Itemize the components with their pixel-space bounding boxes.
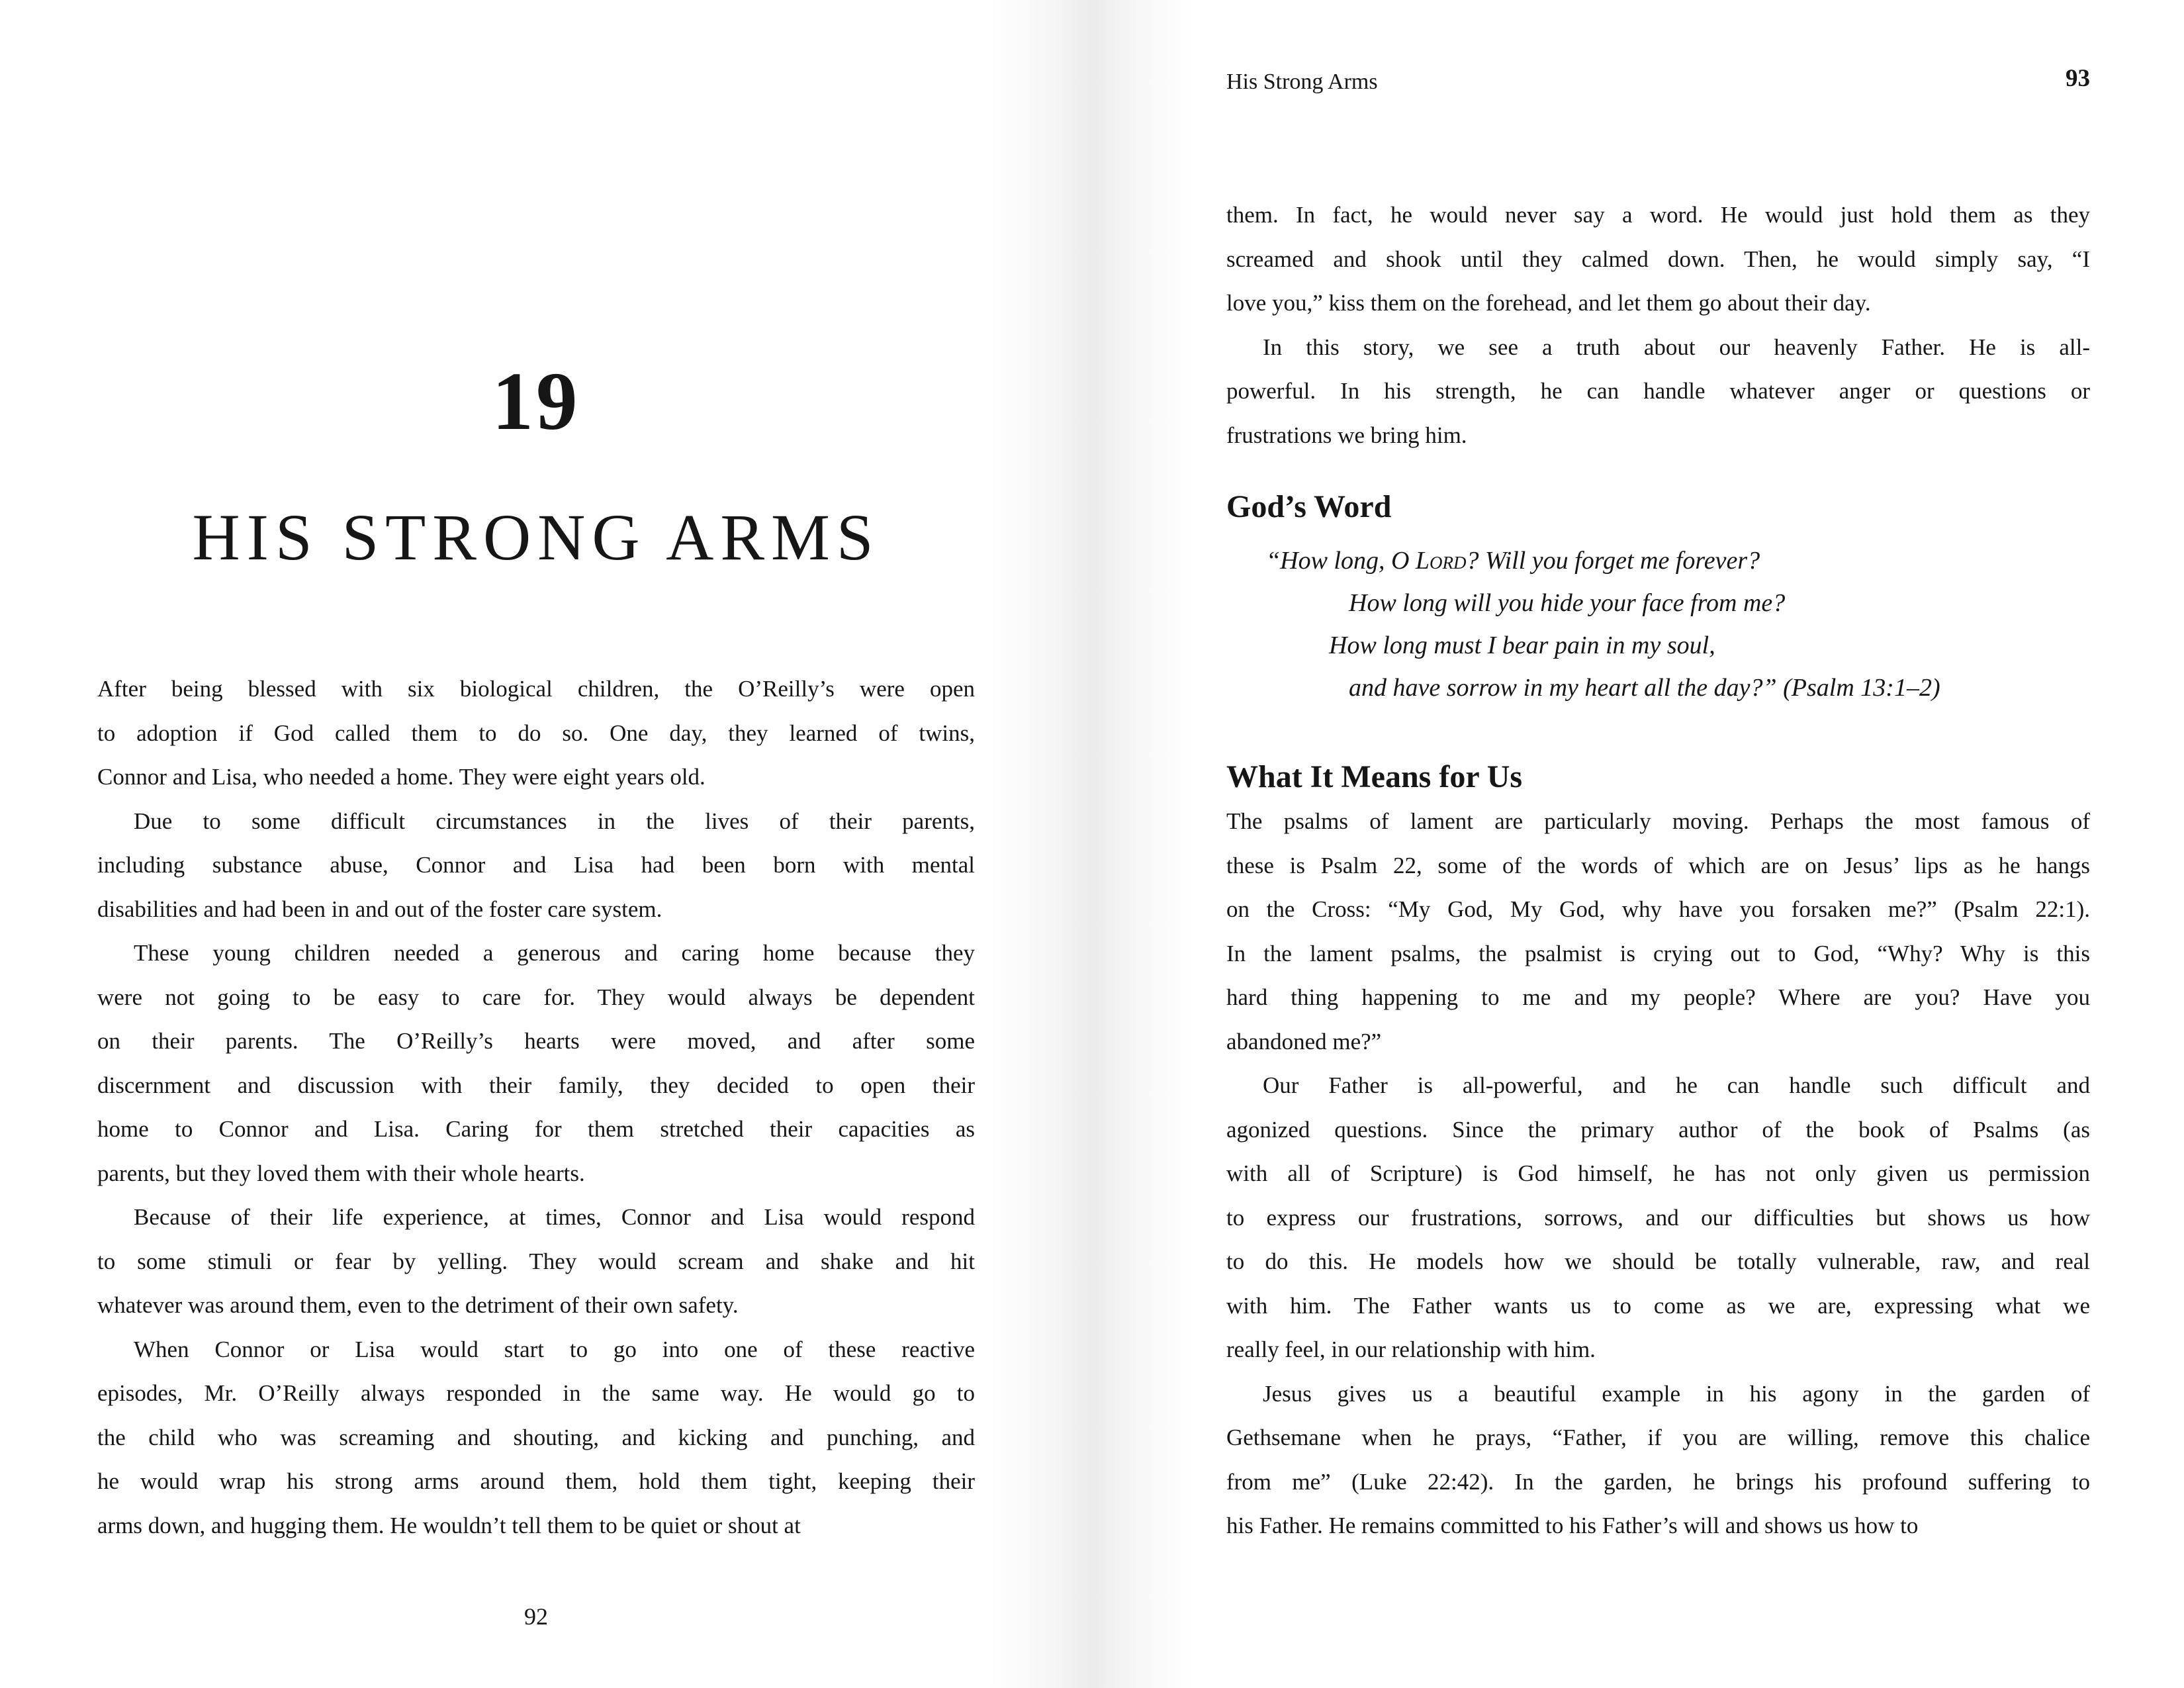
text-line: Due to some difficult circumstances in the lives of their parents, <box>134 808 975 834</box>
text-line: were not going to be easy to care for. They would always be dependent <box>97 984 975 1010</box>
text-line: Connor and Lisa, who needed a home. They were eight years old. <box>97 764 705 790</box>
text-line: he would wrap his strong arms around them, hold them tight, keeping their <box>97 1468 975 1494</box>
quote-line: How long will you hide your face from me? <box>1349 589 1786 617</box>
text-line: from me” (Luke 22:42). In the garden, he brings his profound suffering to <box>1226 1468 2090 1495</box>
text-line: arms down, and hugging them. He wouldn’t tell them to be quiet or shout at <box>97 1512 801 1538</box>
scripture-quote <box>1226 539 2090 709</box>
text-line: them. In fact, he would never say a word. He would just hold them as they <box>1226 202 2090 228</box>
chapter-title: HIS STRONG ARMS <box>192 500 880 574</box>
text-line: the child who was screaming and shouting, and kicking and punching, and <box>97 1424 975 1450</box>
text-line: Gethsemane when he prays, “Father, if you are willing, remove this chalice <box>1226 1425 2090 1450</box>
text-line: After being blessed with six biological children, the O’Reilly’s were open <box>97 676 975 702</box>
text-line: agonized questions. Since the primary author of the book of Psalms (as <box>1226 1116 2090 1143</box>
text-line: love you,” kiss them on the forehead, and let them go about their day. <box>1226 290 1871 316</box>
paragraph <box>1226 1372 2090 1548</box>
text-line: to adoption if God called them to do so. One day, they learned of twins, <box>97 720 975 746</box>
quote-line1-post: ? Will you forget me forever? <box>1466 547 1760 575</box>
text-line: to some stimuli or fear by yelling. They would scream and shake and hit <box>97 1248 975 1274</box>
text-line: home to Connor and Lisa. Caring for them stretched their capacities as <box>97 1116 975 1142</box>
page-gutter-shadow <box>989 0 1195 1688</box>
text-line: In the lament psalms, the psalmist is crying out to God, “Why? Why is this <box>1226 940 2090 966</box>
quote-line: How long must I bear pain in my soul, <box>1329 632 1715 659</box>
paragraph <box>97 931 975 1196</box>
text-line: on the Cross: “My God, My God, why have you forsaken me?” (Psalm 22:1). <box>1226 896 2090 922</box>
running-header: His Strong Arms <box>1226 70 1378 94</box>
text-line: whatever was around them, even to the detriment of their own safety. <box>97 1292 739 1318</box>
paragraph <box>97 1196 975 1328</box>
quote-line1-pre: “How long, O <box>1266 547 1416 575</box>
quote-line: and have sorrow in my heart all the day?” (Psalm 13:1–2) <box>1349 674 1940 702</box>
text-line: discernment and discussion with their family, they decided to open their <box>97 1072 975 1098</box>
section-heading-what-it-means: What It Means for Us <box>1226 759 1523 794</box>
page-number-left: 92 <box>524 1603 548 1630</box>
right-page-body-text-main <box>1226 800 2090 1548</box>
section-heading-gods-word: God’s Word <box>1226 489 1392 524</box>
text-line: parents, but they loved them with their whole hearts. <box>97 1160 585 1186</box>
text-line: When Connor or Lisa would start to go into one of these reactive <box>134 1336 975 1362</box>
paragraph <box>97 667 975 800</box>
text-line: disabilities and had been in and out of the foster care system. <box>97 896 662 922</box>
quote-line1-lord-smallcaps: Lord <box>1415 547 1467 575</box>
left-page-body-text <box>97 667 975 1548</box>
quote-line <box>1266 539 2090 582</box>
text-line: frustrations we bring him. <box>1226 422 1467 448</box>
paragraph <box>1226 193 2090 326</box>
text-line: to do this. He models how we should be totally vulnerable, raw, and real <box>1226 1248 2090 1274</box>
text-line: to express our frustrations, sorrows, and our difficulties but shows us how <box>1226 1204 2090 1231</box>
text-line: really feel, in our relationship with him. <box>1226 1336 1596 1362</box>
text-line: Because of their life experience, at times, Connor and Lisa would respond <box>134 1204 975 1230</box>
text-line: These young children needed a generous and caring home because they <box>134 940 975 966</box>
text-line: including substance abuse, Connor and Lisa had been born with mental <box>97 852 975 878</box>
text-line: The psalms of lament are particularly moving. Perhaps the most famous of <box>1226 808 2090 834</box>
text-line: screamed and shook until they calmed down. Then, he would simply say, “I <box>1226 246 2090 272</box>
text-line: with all of Scripture) is God himself, he has not only given us permission <box>1226 1160 2090 1186</box>
paragraph <box>97 800 975 932</box>
text-line: In this story, we see a truth about our heavenly Father. He is all- <box>1263 334 2090 360</box>
text-line: with him. The Father wants us to come as we are, expressing what we <box>1226 1292 2090 1319</box>
text-line: Jesus gives us a beautiful example in his agony in the garden of <box>1263 1380 2090 1407</box>
paragraph <box>1226 326 2090 458</box>
page-number-right: 93 <box>2066 65 2090 92</box>
text-line: Our Father is all-powerful, and he can handle such difficult and <box>1263 1072 2090 1098</box>
text-line: powerful. In his strength, he can handle whatever anger or questions or <box>1226 378 2090 404</box>
text-line: abandoned me?” <box>1226 1028 1382 1055</box>
chapter-number: 19 <box>492 356 580 447</box>
text-line: episodes, Mr. O’Reilly always responded in the same way. He would go to <box>97 1380 975 1406</box>
text-line: his Father. He remains committed to his Father’s will and shows us how to <box>1226 1513 1919 1538</box>
text-line: these is Psalm 22, some of the words of which are on Jesus’ lips as he hangs <box>1226 852 2090 878</box>
paragraph <box>1226 800 2090 1064</box>
right-page-body-text-top <box>1226 193 2090 457</box>
text-line: hard thing happening to me and my people? Where are you? Have you <box>1226 984 2090 1010</box>
paragraph <box>1226 1064 2090 1372</box>
paragraph <box>97 1328 975 1548</box>
text-line: on their parents. The O’Reilly’s hearts were moved, and after some <box>97 1028 975 1054</box>
